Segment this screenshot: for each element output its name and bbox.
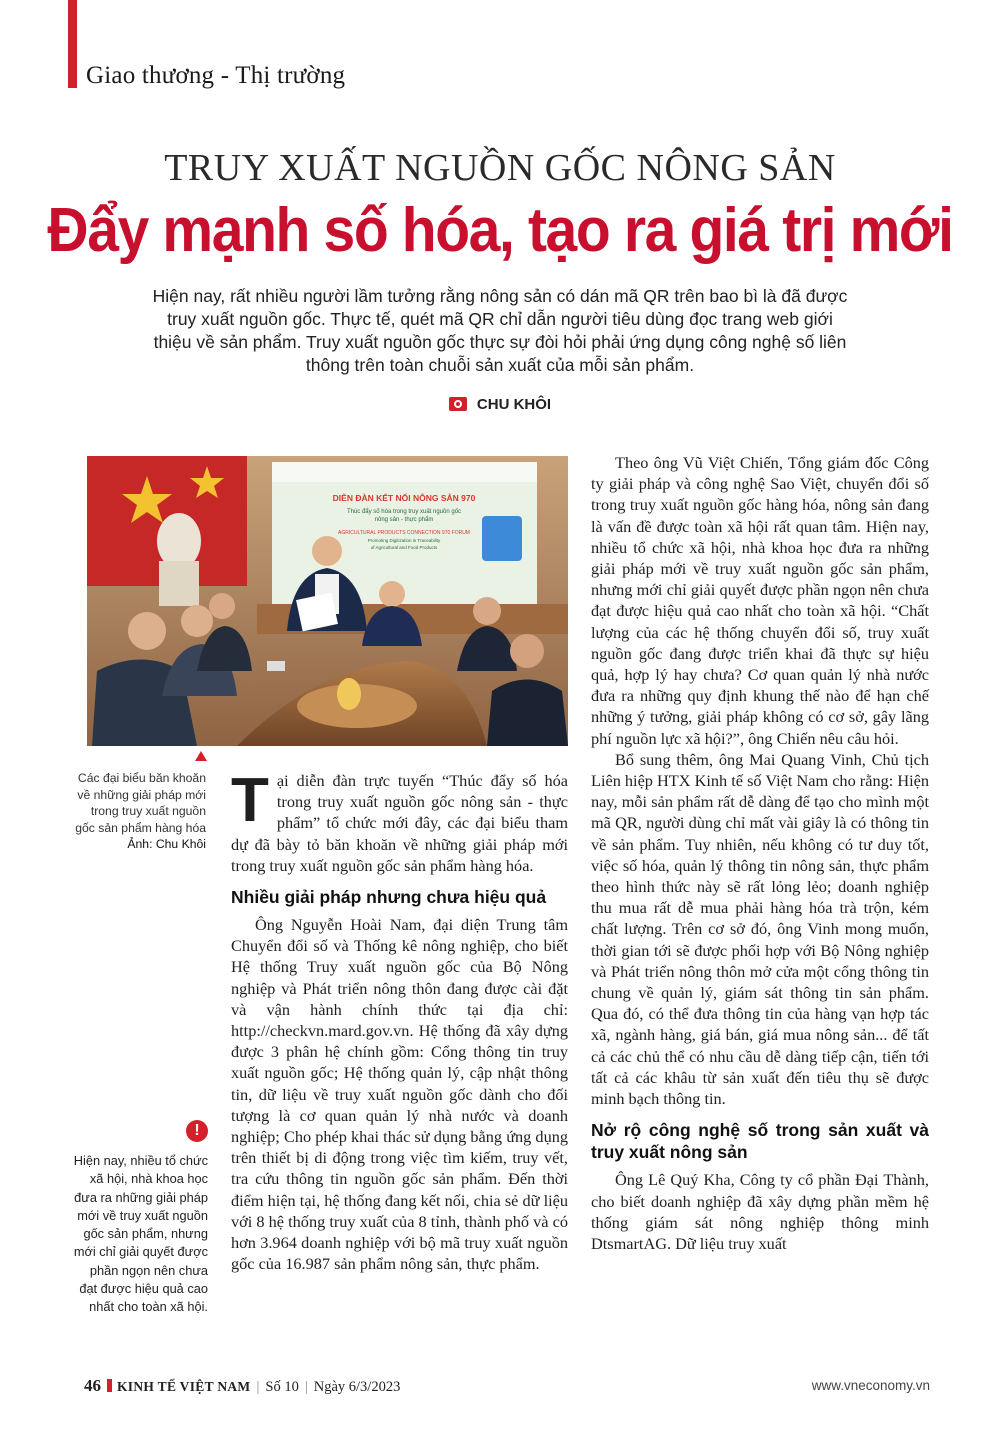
footer-separator: | — [256, 1379, 260, 1395]
alert-icon: ! — [186, 1120, 208, 1142]
lead-paragraph: Tại diễn đàn trực tuyến “Thúc đẩy số hóa trong truy xuất nguồn gốc nông sản - thực phẩm” tổ chức mới đây, các đại biểu tham dự đã bày tỏ băn khoăn về những giải pháp mới trong truy xuất nguồn gốc sản phẩm hàng hóa. — [231, 766, 568, 875]
section-label: Giao thương - Thị trường — [86, 62, 346, 89]
article-column-right — [591, 452, 929, 1254]
kicker: TRUY XUẤT NGUỒN GỐC NÔNG SẢN — [164, 147, 836, 189]
paragraph-4: Ông Lê Quý Kha, Công ty cổ phần Đại Thành, cho biết doanh nghiệp đã xây dựng phần mềm hệ thống giám sát nông nghiệp thông minh DtsmartAG. Dữ liệu truy xuất — [591, 1170, 929, 1253]
photo-caption — [70, 770, 206, 853]
footer-separator: | — [304, 1379, 308, 1395]
article-column-left — [231, 766, 568, 1274]
author-name: CHU KHÔI — [476, 396, 552, 413]
section-accent-bar — [68, 0, 77, 88]
subheading-2: Nở rộ công nghệ số trong sản xuất và truy xuất nông sản — [591, 1120, 929, 1163]
caption-marker-icon — [195, 751, 207, 761]
paragraph-1: Ông Nguyễn Hoài Nam, đại diện Trung tâm Chuyển đổi số và Thống kê nông nghiệp, cho biết Hệ thống Truy xuất nguồn gốc của Bộ Nông nghiệp và Phát triển nông thôn đang được cài đặt và vận hành chính thức tại địa chỉ: http://checkvn.mard.gov.vn. Hệ thống đã xây dựng được 3 phân hệ chính gồm: Cổng thông tin truy xuất nguồn gốc; Hệ thống quản lý, cập nhật thông tin, dữ liệu về truy xuất nguồn gốc dành cho đối tượng là cơ quan quản lý nhà nước và doanh nghiệp; Cho phép khai thác sử dụng bằng ứng dụng trên thiết bị di động trong việc tìm kiếm, truy vết, tra cứu thông tin nguồn gốc sản phẩm. Đến thời điểm hiện tại, hệ thống đang kết nối, chia sẻ dữ liệu với 8 hệ thống truy xuất của 8 tỉnh, thành phố và có hơn 3.964 doanh nghiệp với bộ mã truy xuất nguồn gốc của 16.987 sản phẩm nông sản, thực phẩm. — [231, 915, 568, 1274]
headline: Đẩy mạnh số hóa, tạo ra giá trị mới — [47, 196, 953, 265]
camera-icon — [449, 397, 467, 411]
magazine-name: KINH TẾ VIỆT NAM — [117, 1379, 251, 1394]
pull-quote: Hiện nay, nhiều tổ chức xã hội, nhà khoa học đưa ra những giải pháp mới về truy xuất nguồn gốc sản phẩm, nhưng mới chỉ giải quyết được phần ngọn nên chưa đạt được hiệu quả cao nhất cho toàn xã hội. — [73, 1153, 208, 1315]
paragraph-2: Theo ông Vũ Việt Chiến, Tổng giám đốc Công ty giải pháp và công nghệ Sao Việt, chuyển đổi số trong truy xuất nguồn gốc hàng hóa, nông sản đang là vấn đề được toàn xã hội rất quan tâm. Hiện nay, nhiều tổ chức xã hội, nhà khoa học đưa ra những giải pháp mới về truy xuất nguồn gốc sản phẩm, nhưng mới chỉ giải quyết được phần ngọn nên chưa đạt được hiệu quả cao nhất cho toàn xã hội. “Chất lượng của các hệ thống chuyển đổi số, truy xuất nguồn gốc đang được triển khai đã thực sự hiệu quả, hợp lý hay chưa? Cơ quan quản lý nhà nước đưa ra những quy định khung thế nào để hạn chế những ý tưởng, giải pháp không có cơ sở, gây lãng phí nguồn lực xã hội?”, ông Chiến nêu câu hỏi. — [591, 453, 929, 748]
paragraph-3: Bổ sung thêm, ông Mai Quang Vinh, Chủ tịch Liên hiệp HTX Kinh tế số Việt Nam cho rằng: Hiện nay, mỗi sản phẩm rất dễ dàng để tạo cho mình một mã QR, người dùng chỉ mất vài giây là có thông tin về sản phẩm. Tuy nhiên, nếu không có tư duy tốt, việc số hóa, quản lý thông tin nông sản, thực phẩm theo hình thức này sẽ rất lỏng lẻo; doanh nghiệp thu mua rất dễ mua phải hàng hóa trà trộn, kém chất lượng. Trên cơ sở đó, ông Vinh mong muốn, thời gian tới sẽ được phối hợp với Bộ Nông nghiệp và Phát triển nông thôn mở cửa một cổng thông tin chung về quản lý, giám sát thông tin sản phẩm. Qua đó, có thể đưa thông tin của hàng vạn hợp tác xã, ngành hàng, giá bán, giá mua nông sản... để tất cả các chủ thể có nhu cầu dễ dàng tiếp cận, tiến tới tất cả các khâu từ sản xuất đến tiêu thụ sẽ được minh bạch thông tin. — [591, 749, 929, 1109]
banner-subtitle-2: nông sản - thực phẩm — [374, 517, 434, 523]
photo-illustration — [87, 456, 568, 746]
page-footer — [84, 1376, 400, 1396]
photo-credit: Ảnh: Chu Khôi — [127, 837, 206, 852]
issue-number: Số 10 — [265, 1379, 299, 1395]
footer-accent-bar — [107, 1379, 112, 1392]
sapo: Hiện nay, rất nhiều người lầm tưởng rằng nông sản có dán mã QR trên bao bì là đã được truy xuất nguồn gốc. Thực tế, quét mã QR chỉ dẫn người tiêu dùng đọc trang web giới thiệu về sản phẩm. Truy xuất nguồn gốc thực sự đòi hỏi phải ứng dụng công nghệ số liên thông trên toàn chuỗi sản xuất của mỗi sản phẩm. — [152, 286, 848, 375]
banner-english-3: of Agricultural and Food Products — [370, 545, 438, 550]
caption-text: Các đại biểu băn khoăn về những giải pháp mới trong truy xuất nguồn gốc sản phẩm hàng hóa — [75, 771, 206, 835]
banner-english-1: AGRICULTURAL PRODUCTS CONNECTION 970 FORUM — [338, 530, 470, 536]
subheading-1: Nhiều giải pháp nhưng chưa hiệu quả — [231, 887, 547, 908]
banner-title: DIỄN ĐÀN KẾT NỐI NÔNG SẢN 970 — [332, 493, 476, 503]
author-byline — [0, 396, 1000, 413]
website-url: www.vneconomy.vn — [811, 1378, 930, 1393]
page-number: 46 — [84, 1376, 101, 1395]
issue-date: Ngày 6/3/2023 — [313, 1379, 401, 1395]
drop-cap: T — [231, 766, 269, 835]
banner-english-2: Promoting Digitization in Traceability — [367, 538, 441, 543]
article-photo — [87, 456, 568, 746]
banner-subtitle-1: Thúc đẩy số hóa trong truy xuất nguồn gốc — [346, 509, 462, 515]
